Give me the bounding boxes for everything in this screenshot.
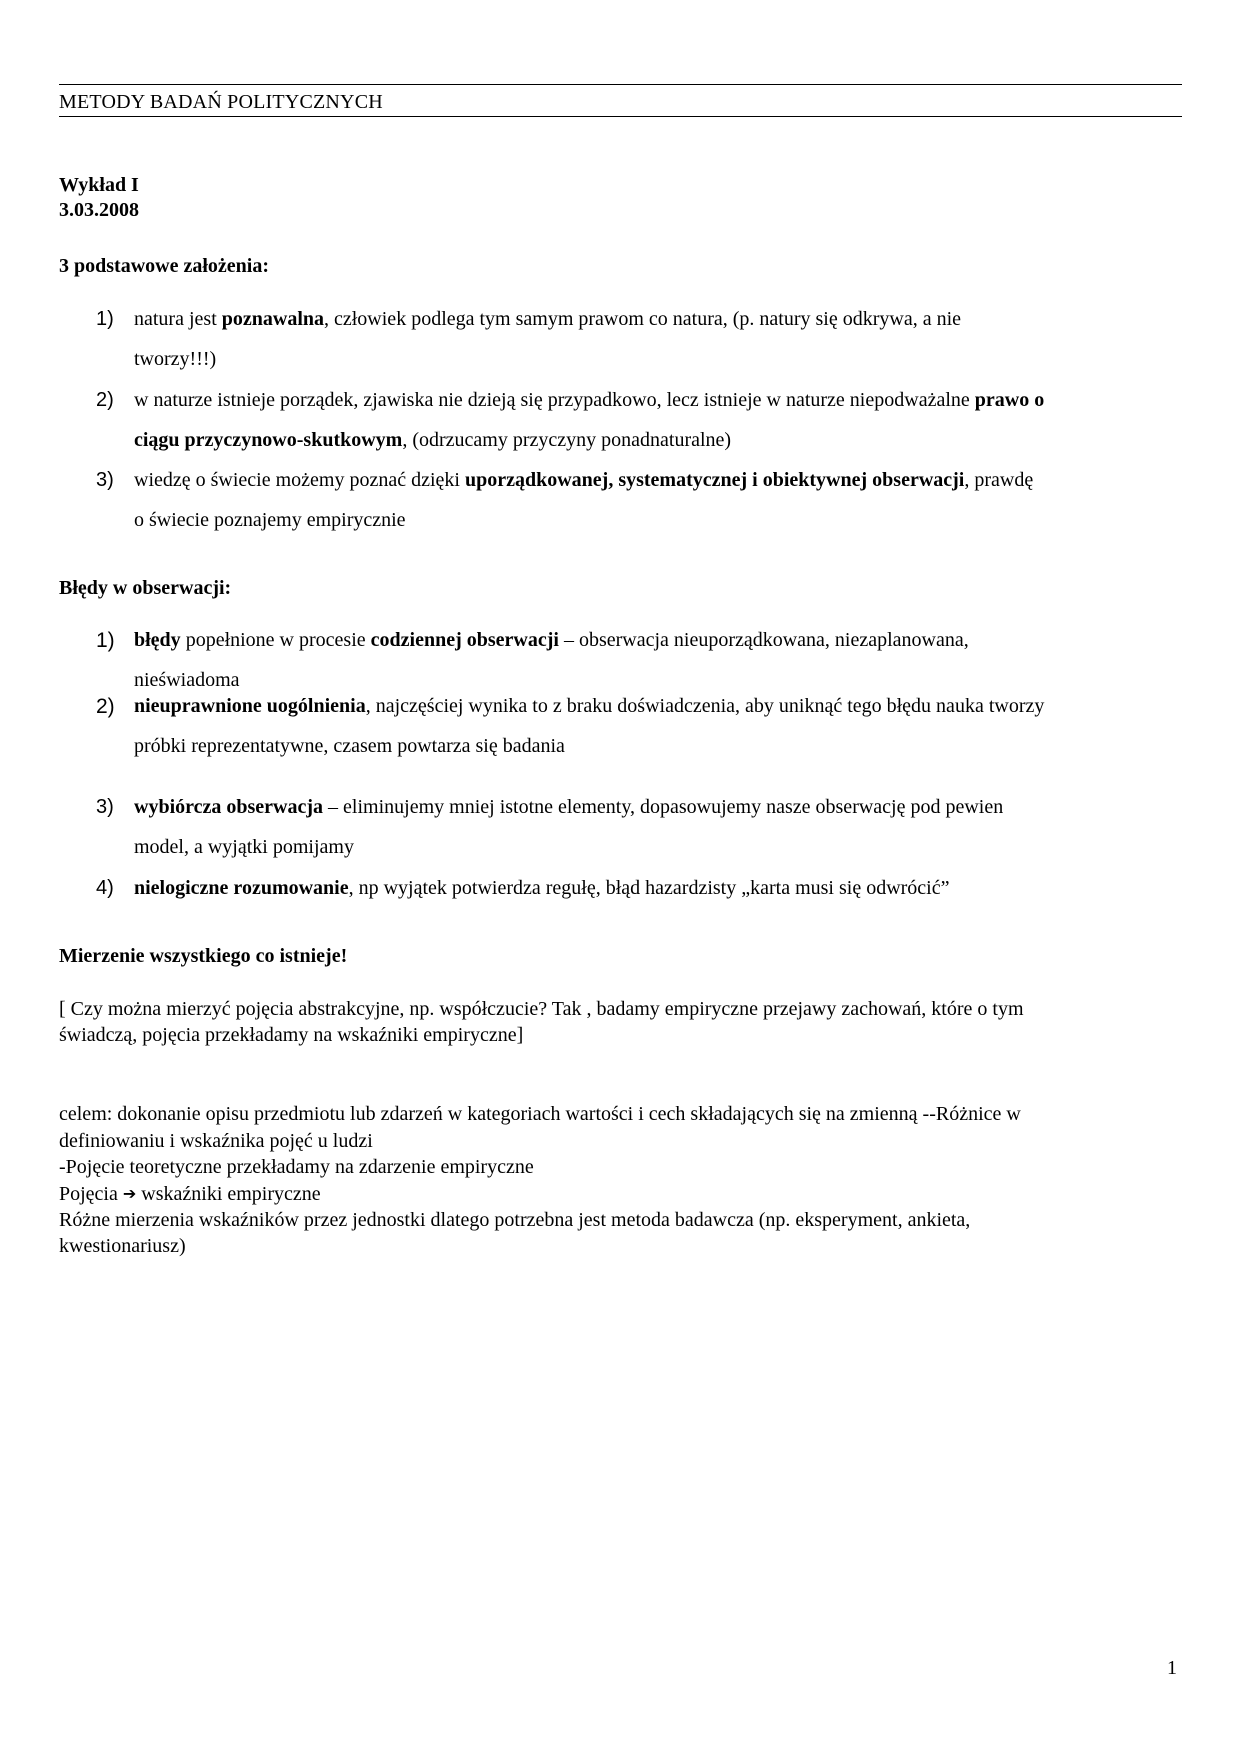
error-3-line-1 (134, 797, 1003, 817)
error-1-text-b: popełnione w procesie (180, 629, 371, 651)
assumption-2-line-1 (134, 390, 1044, 410)
header-bottom-rule (59, 116, 1182, 117)
error-1-line-1 (134, 630, 969, 650)
assumption-2-number: 2) (96, 389, 114, 411)
assumption-2-text-a: w naturze istnieje porządek, zjawiska nie dzieją się przypadkowo, lecz istnieje w naturze niepodważalne (134, 389, 975, 411)
indicators-text: wskaźniki empiryczne (136, 1183, 321, 1205)
assumptions-heading: 3 podstawowe założenia: (59, 255, 269, 277)
page-number: 1 (1167, 1657, 1177, 1679)
assumption-2-bold-a: prawo o (974, 389, 1045, 411)
assumption-2-bold-b: ciągu przyczynowo-skutkowym (134, 429, 403, 451)
header-title: METODY BADAŃ POLITYCZNYCH (59, 91, 383, 113)
measurement-heading: Mierzenie wszystkiego co istnieje! (59, 945, 348, 967)
error-2-bold: nieuprawnione uogólnienia (134, 695, 366, 717)
error-1-number: 1) (96, 629, 115, 652)
error-2-line-1 (134, 696, 1044, 716)
error-3-line-2: model, a wyjątki pomijamy (134, 836, 354, 858)
lecture-title: Wykład I (59, 174, 139, 196)
assumption-3-line-1 (134, 470, 1033, 490)
assumption-2-text-b: , (odrzucamy przyczyny ponadnaturalne) (402, 429, 732, 451)
error-4-line-1 (134, 878, 950, 898)
assumption-1-line-1 (134, 309, 961, 329)
measurement-paragraph-line-5: Różne mierzenia wskaźników przez jednostki dlatego potrzebna jest metoda badawcza (np. eksperyment, ankieta, (59, 1209, 971, 1231)
assumption-1-text-c: , człowiek podlega tym samym prawom co natura, (p. natury się odkrywa, a nie (324, 308, 962, 330)
error-1-bold-a: błędy (134, 629, 181, 651)
arrow-right-icon: ➔ (122, 1184, 137, 1203)
error-1-text-d: – obserwacja nieuporządkowana, niezaplanowana, (558, 629, 969, 651)
assumption-1-text-a: natura jest (134, 308, 222, 330)
assumption-2-line-2 (134, 430, 731, 450)
header-top-rule (59, 84, 1182, 85)
measurement-paragraph-line-3: -Pojęcie teoretyczne przekładamy na zdarzenie empiryczne (59, 1156, 534, 1178)
assumption-3-text-a: wiedzę o świecie możemy poznać dzięki (134, 469, 465, 491)
measurement-paragraph-line-6: kwestionariusz) (59, 1235, 186, 1257)
error-3-number: 3) (96, 796, 114, 818)
assumption-3-line-2: o świecie poznajemy empirycznie (134, 509, 406, 531)
measurement-paragraph-line-1: celem: dokonanie opisu przedmiotu lub zdarzeń w kategoriach wartości i cech składających się na zmienną --Różnice w (59, 1103, 1021, 1125)
measurement-bracket-line-2: świadczą, pojęcia przekładamy na wskaźniki empiryczne] (59, 1024, 524, 1046)
assumption-3-bold: uporządkowanej, systematycznej i obiektywnej obserwacji (464, 469, 965, 491)
error-1-line-2: nieświadoma (134, 669, 240, 691)
assumption-1-line-2: tworzy!!!) (134, 348, 217, 370)
measurement-bracket-line-1: [ Czy można mierzyć pojęcia abstrakcyjne, np. współczucie? Tak , badamy empiryczne przejawy zachowań, które o tym (59, 998, 1024, 1020)
error-2-number: 2) (96, 695, 115, 718)
assumption-1-bold: poznawalna (221, 308, 324, 330)
error-4-text: , np wyjątek potwierdza regułę, błąd hazardzisty „karta musi się odwrócić” (348, 877, 950, 899)
assumption-3-text-c: , prawdę (964, 469, 1034, 491)
measurement-paragraph-line-2: definiowaniu i wskaźnika pojęć u ludzi (59, 1130, 373, 1152)
error-2-text: , najczęściej wynika to z braku doświadczenia, aby uniknąć tego błędu nauka tworzy (365, 695, 1045, 717)
concept-text: Pojęcia (59, 1183, 123, 1205)
error-3-bold: wybiórcza obserwacja (134, 796, 324, 818)
error-1-bold-c: codziennej obserwacji (370, 629, 559, 651)
error-4-number: 4) (96, 877, 114, 899)
measurement-paragraph-line-4 (59, 1184, 321, 1204)
assumption-3-number: 3) (96, 469, 114, 491)
assumption-1-number: 1) (96, 308, 114, 330)
error-3-text: – eliminujemy mniej istotne elementy, dopasowujemy nasze obserwację pod pewien (323, 796, 1004, 818)
lecture-date: 3.03.2008 (59, 199, 139, 221)
error-2-line-2: próbki reprezentatywne, czasem powtarza się badania (134, 735, 565, 757)
errors-heading: Błędy w obserwacji: (59, 577, 232, 599)
error-4-bold: nielogiczne rozumowanie (134, 877, 349, 899)
